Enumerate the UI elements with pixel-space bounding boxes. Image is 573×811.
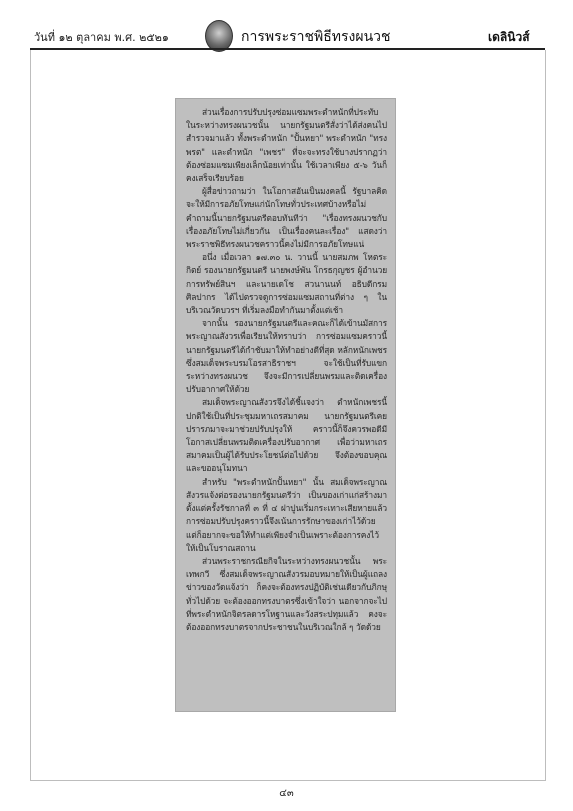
newspaper-logo: เดลินิวส์ (488, 30, 530, 44)
section-title: การพระราชพิธีทรงผนวช (241, 29, 391, 45)
article-paragraph: สำหรับ "พระตำหนักปั้นหยา" นั้น สมเด็จพระญาณสังวรแจ้งต่อรองนายกรัฐมนตรีว่า เป็นของเก่าแก่สร้างมาตั้งแต่ครั้งรัชกาลที่ ๓ ที่ ๔ ฝาปูนเริ่มกระเทาะเสียหายแล้ว การซ่อมปรับปรุงคราวนี้จึงเน้นการรักษาของเก่าไว้ด้วย แต่ก็อยากจะขอให้ทำแต่เพียงจำเป็นเพราะต้องการคงไว้ให้เป็นโบราณสถาน (186, 476, 387, 553)
article-body (186, 106, 387, 634)
page-number: ๔๓ (279, 788, 294, 799)
newspaper-clipping (175, 98, 396, 712)
article-paragraph: ส่วนพระราชกรณียกิจในระหว่างทรงผนวชนั้น พระเทพกวี ซึ่งสมเด็จพระญาณสังวรมอบหมายให้เป็นผู้แถลงข่าวของวัดแจ้งว่า ก็คงจะต้องทรงปฏิบัติเช่นเดียวกับภิกษุทั่วไปด้วย จะต้องออกทรงบาตรซึ่งเข้าใจว่า นอกจากจะไปที่พระตำหนักจิตรลดารโหฐานและวังสระปทุมแล้ว คงจะต้องออกทรงบาตรจากประชาชนในบริเวณใกล้ ๆ วัดด้วย (186, 555, 387, 632)
article-paragraph: อนึ่ง เมื่อเวลา ๑๗.๓๐ น. วานนี้ นายสมภพ โหตระกิตย์ รองนายกรัฐมนตรี นายพงษ์พัน โกรธกุญชร ผู้อำนวยการทรัพย์สินฯ และนายเดโช สวนานนท์ อธิบดีกรมศิลปากร ได้ไปตรวจดูการซ่อมแซมสถานที่ต่าง ๆ ในบริเวณวัดบวรฯ ที่เริ่มลงมือทำกันมาตั้งแต่เช้า (186, 252, 387, 316)
article-paragraph: จากนั้น รองนายกรัฐมนตรีและคณะก็ได้เข้านมัสการพระญาณสังวรเพื่อเรียนให้ทราบว่า การซ่อมแซมคราวนี้นายกรัฐมนตรีได้กำชับมาให้ทำอย่างดีที่สุด หลักหนักเพชรซึ่งสมเด็จพระบรมโอรสาธิราชฯ จะใช้เป็นที่รับแขกระหว่างทรงผนวช จึงจะมีการเปลี่ยนพรมและติดเครื่องปรับอากาศให้ด้วย (186, 318, 387, 395)
article-paragraph: ส่วนเรื่องการปรับปรุงซ่อมแซมพระตำหนักที่ประทับในระหว่างทรงผนวชนั้น นายกรัฐมนตรีสั่งว่าได้ส่งคนไปสำรวจมาแล้ว ทั้งพระตำหนัก "ปั้นหยา" พระตำหนัก "ทรงพรต" และตำหนัก "เพชร" ที่จะจะทรงใช้บางปรากฏว่าต้องซ่อมแซมเพียงเล็กน้อยเท่านั้น ใช้เวลาเพียง ๕-๖ วันก็คงเสร็จเรียบร้อย (186, 107, 387, 184)
article-paragraph: สมเด็จพระญาณสังวรจึงได้ชี้แจงว่า ตำหนักเพชรนี้ปกติใช้เป็นที่ประชุมมหาเถรสมาคม นายกรัฐมนตรีเคยปรารภมาจะมาช่วยปรับปรุงให้ คราวนี้ก็จึงควรพอดีมีโอกาสเปลี่ยนพรมติดเครื่องปรับอากาศ เพื่อว่ามหาเถรสมาคมเป็นผู้ได้รับประโยชน์ต่อไปด้วย จึงต้องขอบคุณและขออนุโมทนา (186, 397, 387, 474)
publication-date: วันที่ ๑๒ ตุลาคม พ.ศ. ๒๕๒๑ (34, 31, 169, 44)
article-paragraph: ผู้สื่อข่าวถามว่า ในโอกาสอันเป็นมงคลนี้ รัฐบาลคิดจะให้มีการอภัยโทษแก่นักโทษทั่วประเทศบ้างหรือไม่ คำถามนี้นายกรัฐมนตรีตอบทันทีว่า "เรื่องทรงผนวชกับเรื่องอภัยโทษไม่เกี่ยวกัน เป็นเรื่องคนละเรื่อง" แสดงว่า พระราชพิธีทรงผนวชคราวนี้คงไม่มีการอภัยโทษแน่ (186, 186, 387, 250)
